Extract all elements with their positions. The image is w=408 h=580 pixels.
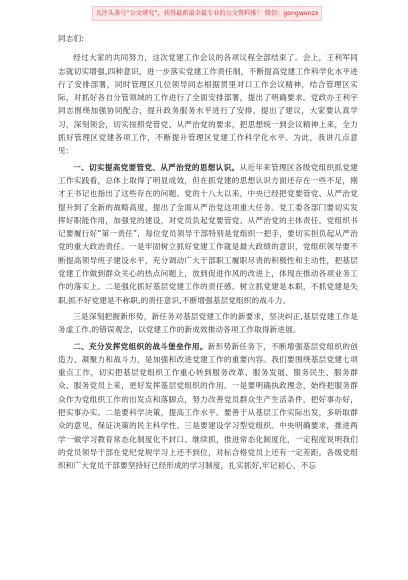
paragraph-section-two [58,340,358,473]
section-heading-one: 一、切实提高党要管党、从严治党的思想认识。 [73,162,240,172]
salutation: 同志们: [58,34,84,43]
document-body [58,32,358,473]
section-heading-two: 二、充分发挥党组织的战斗堡垒作用。 [73,341,208,351]
paragraph-section-one [58,161,358,307]
header-banner: 关注头条号“公文研究”，获得最新最全最专业的公文资料推！ 微信：gongwenzx [92,6,322,21]
section-one-text: 从近年来管理区各级党组织抓党建工作实践看，总体上取得了明显成效，但在抓党建的思想认识方面还存在一些不足，刚才王书记也指出了这些存在的问题。党的十八大以来，中央已经把党要管党、从严治党提升到了全新的战略高度，提出了全面从严治党这项重大任务。党工委各部门要切实发挥好职能作用，加强党的建设，对党员负起党要管党、从严治党的主体责任。党组织书记要履行好“第一责任”，每位党员领导干部特别是党组织一把手，要切实担负起从严治党的重大政治责任。一是牢固树立抓好党建工作就是最大政绩的意识，党组织领导要不断提高领导班子建设水平，充分调动广大干部职工履职尽责的积极性和主动性，把基层党建工作做到群众关心的热点问题上，放到促进作风的改进上，体现在推动各项业务工作的落实上。二是强化抓好基层党建工作的责任感。树立抓党建是本职，不抓党建是失职,抓不好党建是不称职,的责任意识,不断增强基层党组织的战斗力。 [58,162,359,305]
section-two-text: 新形势新任务下，不断增强基层党组织的创造力、凝聚力和战斗力，是加强和改进党建工作的重要内容。我们要围绕基层党建七项重点工作，切实把基层党组织工作重心转到服务改革、服务发展、服务民生、服务群众、服务党员上来，更好发挥基层党组织的作用。一是要明确执政理念，始终把服务群众作为党组织工作的出发点和落脚点，努力改善党员群众生产生活条件，把好事办好，把实事办实。二是要科学决策，提高工作水平。要善于从基层工作实际出发，多听取群众的意见，保证决策的民主科学性。三是要建设学习型党组织。中央明确要求，推进两学一做学习教育常态化制度化不封口、继续抓，推进常态化制度化，一定程度说明我们的党员领导干部在党纪党规学习上还不到位，对标合格党员上还有一定差距。各级党组织和广大党员干部要坚持好已经形成的学习制度，扎实抓好,牢记初心，不忘 [58,341,358,471]
paragraph-point-three: 三是深刻把握新形势，新任务对基层党建工作的新要求，坚决纠正,基层党建工作是务虚工作,的错误观念，以党建工作的新成效推动各项工作取得新进展。 [58,311,358,335]
paragraph-intro: 经过大家的共同努力，这次党建工作会议的各项议程全部结束了。会上，王利军同志就切实增强,四种意识，进一步落实党建工作责任制，不断提高党建工作科学化水平进行了安排部署，同时管理区几位领导同志根据贯里对口工作会议精神，结合管理区实际，对抓好各自分管领域的工作进行了全面安排部署，提出了明确要求。党政办王利宇同志围绕加强协同配合，提升政务服务水平进行了安排，提出了建议，大家要认真学习，深刻领会，切实按照党管党、从严治党的要求，把思想统一到会议精神上来，全力抓好管理区党建各项工作，不断提升管理区党建工作科学化水平。为此，我讲几点意见： [58,53,358,156]
